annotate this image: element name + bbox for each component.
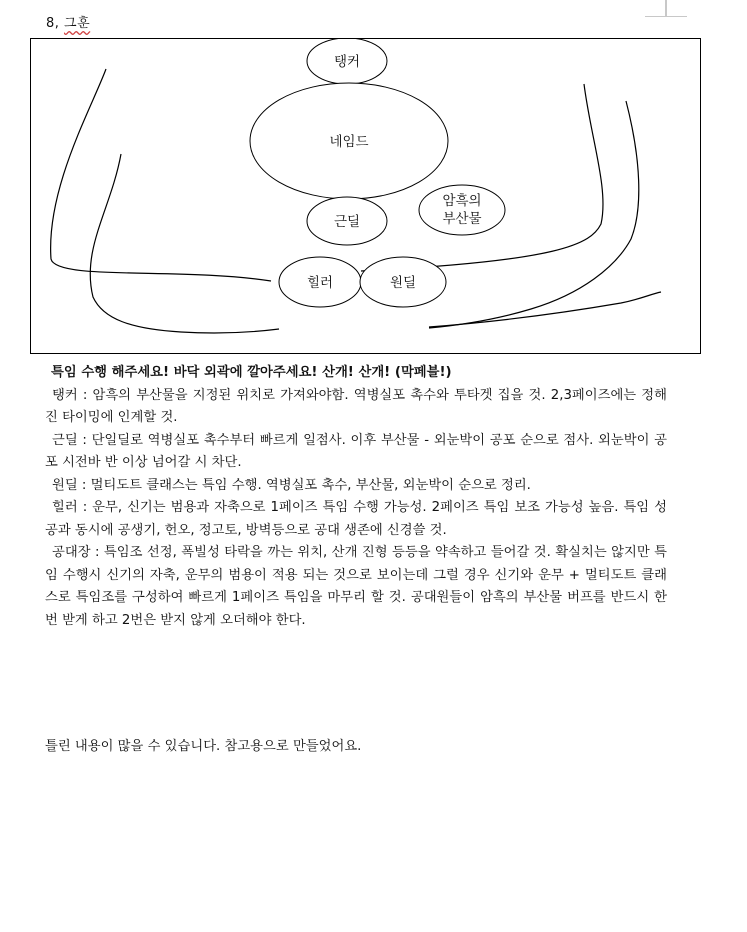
healer-position bbox=[279, 257, 361, 307]
byproduct-label-line2: 부산물 bbox=[442, 211, 482, 227]
crop-mark-left bbox=[645, 0, 666, 17]
melee-dps-position bbox=[307, 197, 387, 245]
diagram-canvas bbox=[31, 39, 702, 355]
raid-position-diagram bbox=[30, 38, 701, 354]
ranged-dps-position bbox=[360, 257, 446, 307]
disclaimer-note: 틀린 내용이 많을 수 있습니다. 참고용으로 만들었어요. bbox=[45, 739, 362, 754]
left-outer-wall bbox=[51, 69, 271, 281]
tank-label: 탱커 bbox=[333, 54, 361, 70]
named-label: 네임드 bbox=[329, 134, 369, 150]
crop-mark-right bbox=[666, 0, 687, 17]
note-ranged-dps: 원딜 : 멀티도트 클래스는 특임 수행. 역병실포 촉수, 부산물, 외눈박이 순으로 정리. bbox=[52, 477, 531, 493]
named-boss-position bbox=[250, 83, 448, 199]
note-tank: 탱커 : 암흑의 부산물을 지정된 위치로 가져와야함. 역병실포 촉수와 투타겟 집을 것. 2,3페이즈에는 정해진 타이밍에 인계할 것. bbox=[45, 387, 667, 425]
ranged-dps-label: 원딜 bbox=[389, 275, 417, 291]
strategy-notes bbox=[45, 362, 667, 632]
note-raid-leader: 공대장 : 특임조 선정, 폭빌성 타락을 까는 위치, 산개 진형 등등을 약속하고 들어갈 것. 확실치는 않지만 특임 수행시 신기의 자축, 운무의 범용이 적용 되는 것으로 보이는데 그럴 경우 신기와 운무 + 멀티도트 클래스로 특임조를 구성하여 빠르게 1페이즈 특임을 마무리 할 것. 공대원들이 암흑의 부산물 버프를 반드시 한 번 받게 하고 2번은 받지 않게 오더해야 한다. bbox=[45, 545, 667, 628]
note-healer: 힐러 : 운무, 신기는 범용과 자축으로 1페이즈 특임 수행 가능성. 2페이즈 특임 보조 가능성 높음. 특임 성공과 동시에 공생기, 헌오, 정고토, 방벽등으로 공대 생존에 신경쓸 것. bbox=[45, 500, 667, 538]
bottom-wall bbox=[429, 292, 661, 327]
note-melee-dps: 근딜 : 단일딜로 역병실포 촉수부터 빠르게 일점사. 이후 부산물 - 외눈박이 공포 순으로 점사. 외눈박이 공포 시전바 반 이상 넘어갈 시 차단. bbox=[45, 432, 667, 470]
byproduct-position bbox=[419, 185, 505, 235]
section-number: 8, bbox=[46, 16, 60, 31]
left-inner-wall bbox=[90, 154, 279, 333]
section-heading bbox=[46, 12, 90, 31]
byproduct-label-line1: 암흑의 bbox=[442, 193, 482, 209]
healer-label: 힐러 bbox=[306, 275, 334, 291]
tank-position bbox=[307, 39, 387, 84]
notes-title: 특임 수행 해주세요! 바닥 외곽에 깔아주세요! 산개! 산개! (막페블!) bbox=[51, 365, 452, 380]
section-title: 그훈 bbox=[64, 16, 91, 31]
melee-dps-label: 근딜 bbox=[333, 214, 361, 230]
